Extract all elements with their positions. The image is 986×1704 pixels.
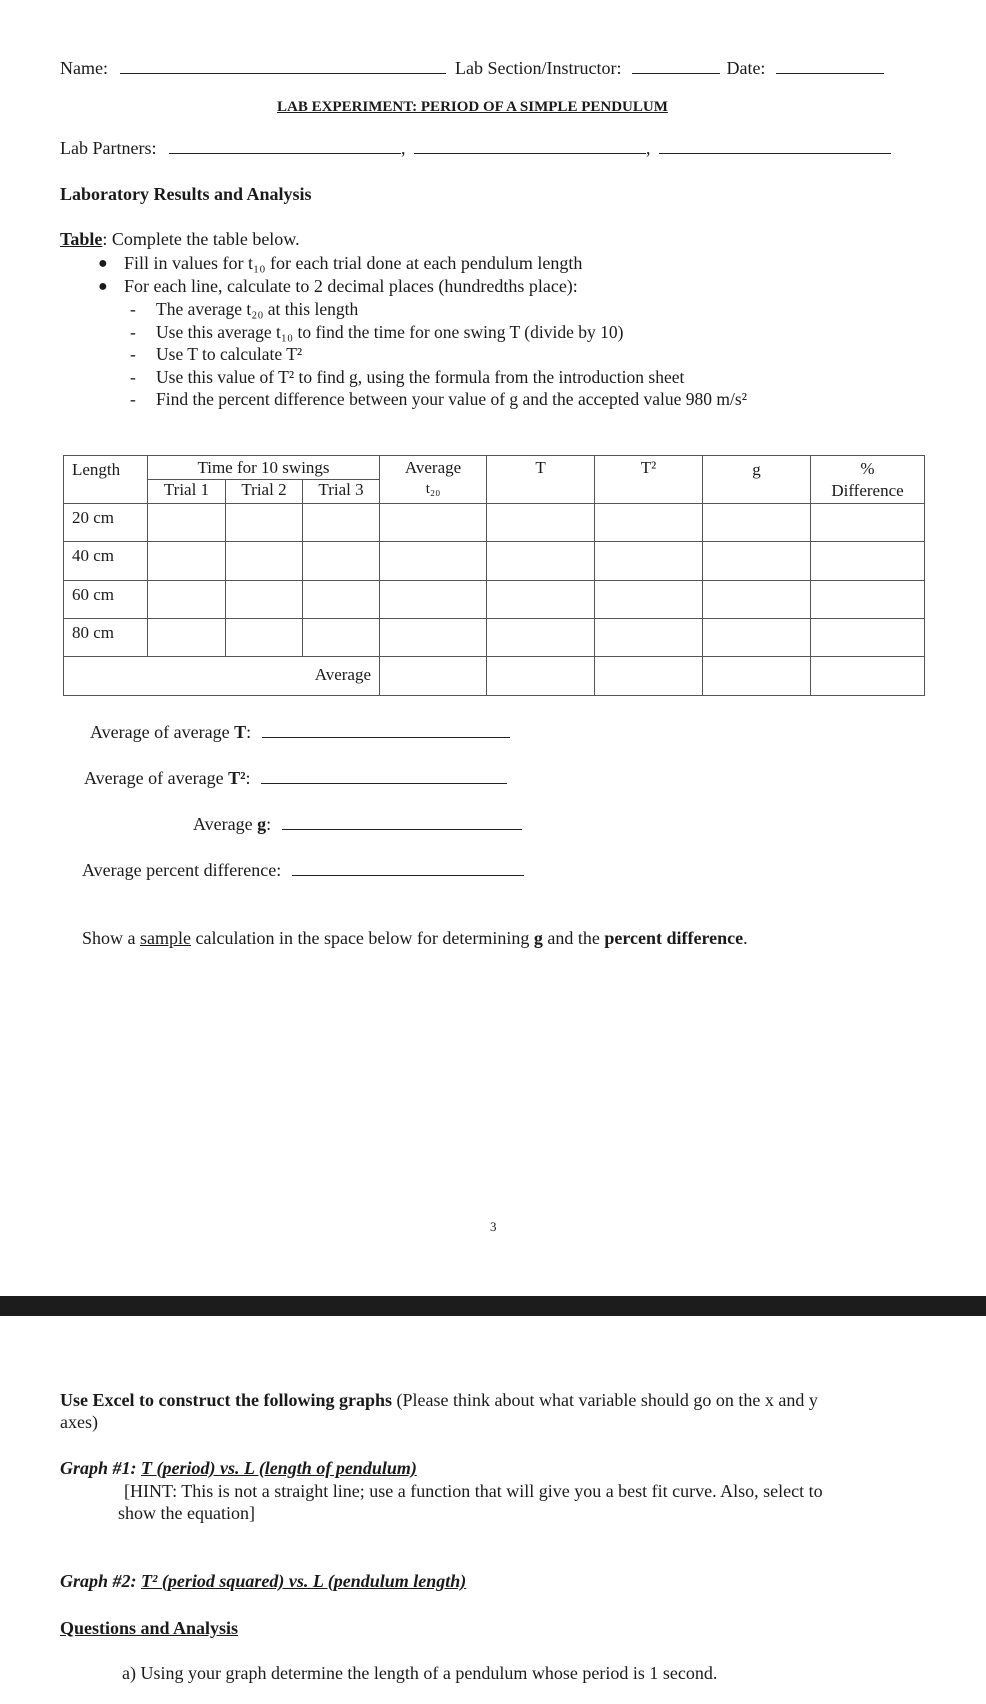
data-cell[interactable] — [226, 542, 303, 580]
data-cell[interactable] — [595, 542, 703, 580]
list-item: - Find the percent difference between your value of g and the accepted value 980 m/s² — [130, 389, 747, 410]
list-item: - The average t₂₀ at this length — [130, 299, 359, 319]
data-cell[interactable] — [703, 618, 811, 656]
list-item: - Use this average t₁₀ to find the time for one swing T (divide by 10) — [130, 321, 624, 342]
length-cell: 80 cm — [64, 618, 148, 656]
name-label: Name: — [60, 58, 108, 78]
header-T: T — [487, 456, 595, 504]
header-pct — [811, 456, 925, 504]
data-cell[interactable] — [148, 580, 226, 618]
data-cell[interactable] — [303, 542, 380, 580]
colon: : — [246, 722, 252, 742]
avg-pct-row — [82, 860, 524, 881]
table-row — [64, 580, 925, 618]
header-trial-3: Trial 3 — [303, 480, 380, 503]
page-number: 3 — [490, 1219, 497, 1234]
data-cell[interactable] — [380, 542, 487, 580]
avg-T-row — [90, 722, 510, 743]
list-item: ● Fill in values for t₁₀ for each trial done at each pendulum length — [98, 253, 583, 273]
partners-label: Lab Partners: — [60, 138, 157, 158]
data-cell[interactable] — [595, 503, 703, 541]
graphs-intro-rest: (Please think about what variable should go on the x and y — [391, 1390, 818, 1410]
avg-T2-label: Average of average — [84, 768, 229, 788]
header-g: g — [703, 456, 811, 504]
graph-1-title: T (period) vs. L (length of pendulum) — [141, 1458, 417, 1478]
page-divider — [0, 1296, 986, 1316]
header-time: Time for 10 swings — [148, 456, 380, 480]
header-trial-1: Trial 1 — [148, 480, 226, 503]
step-list — [130, 298, 747, 411]
graph-1-label: Graph #1: — [60, 1458, 142, 1478]
data-cell[interactable] — [487, 618, 595, 656]
data-cell[interactable] — [380, 503, 487, 541]
questions-heading: Questions and Analysis — [60, 1618, 239, 1638]
results-table — [63, 455, 925, 696]
header-pct-symbol: % — [860, 459, 875, 478]
data-cell[interactable] — [703, 503, 811, 541]
average-row-label: Average — [64, 657, 380, 696]
data-cell[interactable] — [595, 580, 703, 618]
header-pct-label: Difference — [831, 481, 904, 500]
avg-g-row — [193, 814, 522, 835]
name-row — [60, 58, 884, 79]
table-label: Table — [60, 229, 103, 249]
sample-text: . — [743, 928, 748, 948]
graph-2-label: Graph #2: — [60, 1571, 142, 1591]
question-a: a) Using your graph determine the length of a pendulum whose period is 1 second. — [122, 1663, 718, 1683]
partner-field-2[interactable] — [414, 152, 646, 154]
sample-text: Show a — [82, 928, 140, 948]
graph-2-title: T² (period squared) vs. L (pendulum length) — [141, 1571, 467, 1591]
header-T2: T² — [595, 456, 703, 504]
data-cell[interactable] — [226, 503, 303, 541]
section-label: Lab Section/Instructor: — [454, 58, 622, 78]
bullet-list — [98, 252, 583, 298]
avg-T2-var: T² — [228, 768, 246, 788]
data-cell[interactable] — [380, 618, 487, 656]
colon: : — [266, 814, 272, 834]
data-cell[interactable] — [148, 618, 226, 656]
name-field[interactable] — [120, 72, 446, 74]
avg-T2-field[interactable] — [261, 782, 507, 784]
avg-g-label: Average — [193, 814, 258, 834]
avg-g-var: g — [257, 814, 267, 834]
partner-field-1[interactable] — [169, 152, 401, 154]
partners-row — [60, 138, 891, 159]
data-cell[interactable] — [703, 580, 811, 618]
data-cell[interactable] — [380, 657, 487, 696]
header-average-label: Average — [404, 458, 462, 477]
data-cell[interactable] — [487, 657, 595, 696]
graphs-intro — [60, 1390, 818, 1411]
data-cell[interactable] — [380, 580, 487, 618]
data-cell[interactable] — [148, 542, 226, 580]
results-heading: Laboratory Results and Analysis — [60, 184, 312, 204]
graphs-intro-bold: Use Excel to construct the following graphs — [60, 1390, 392, 1410]
data-cell[interactable] — [811, 542, 925, 580]
graph-1 — [60, 1458, 417, 1479]
graph-1-hint-1: [HINT: This is not a straight line; use a function that will give you a best fit curve. Also, select to — [124, 1481, 823, 1501]
avg-g-field[interactable] — [282, 828, 522, 830]
data-cell[interactable] — [811, 618, 925, 656]
sample-text: and the — [542, 928, 605, 948]
data-cell[interactable] — [811, 657, 925, 696]
section-field[interactable] — [632, 72, 720, 74]
sample-g: g — [533, 928, 543, 948]
data-cell[interactable] — [811, 580, 925, 618]
header-average-sub: t₂₀ — [425, 481, 441, 497]
table-row — [64, 618, 925, 656]
header-average — [380, 456, 487, 504]
date-label: Date: — [726, 58, 766, 78]
length-cell: 60 cm — [64, 580, 148, 618]
graph-2 — [60, 1571, 466, 1592]
header-length: Length — [64, 456, 148, 504]
avg-pct-label: Average percent difference: — [82, 860, 282, 880]
page-title: LAB EXPERIMENT: PERIOD OF A SIMPLE PENDULUM — [277, 99, 668, 115]
sample-text: calculation in the space below for determining — [191, 928, 534, 948]
avg-T-field[interactable] — [262, 736, 510, 738]
data-cell[interactable] — [226, 618, 303, 656]
comma-1: , — [400, 138, 406, 158]
avg-T2-row — [84, 768, 507, 789]
data-cell[interactable] — [595, 618, 703, 656]
graphs-intro-line2: axes) — [60, 1412, 98, 1432]
list-item: - Use this value of T² to find g, using the formula from the introduction sheet — [130, 366, 685, 387]
table-header-row — [64, 456, 925, 480]
data-cell[interactable] — [487, 503, 595, 541]
table-row — [64, 503, 925, 541]
data-cell[interactable] — [303, 618, 380, 656]
data-cell[interactable] — [148, 503, 226, 541]
data-cell[interactable] — [703, 657, 811, 696]
data-cell[interactable] — [487, 580, 595, 618]
sample-instruction — [82, 928, 748, 949]
avg-T-var: T — [234, 722, 247, 742]
sample-pct: percent difference — [604, 928, 744, 948]
table-instructions — [60, 229, 300, 250]
date-field[interactable] — [776, 72, 884, 74]
comma-2: , — [645, 138, 651, 158]
data-cell[interactable] — [811, 503, 925, 541]
avg-pct-field[interactable] — [292, 874, 524, 876]
sample-word: sample — [140, 928, 191, 948]
data-cell[interactable] — [703, 542, 811, 580]
length-cell: 40 cm — [64, 542, 148, 580]
data-cell[interactable] — [487, 542, 595, 580]
list-item: ● For each line, calculate to 2 decimal places (hundredths place): — [98, 276, 578, 296]
colon: : — [245, 768, 251, 788]
data-cell[interactable] — [303, 580, 380, 618]
data-cell[interactable] — [595, 657, 703, 696]
header-trial-2: Trial 2 — [226, 480, 303, 503]
table-average-row — [64, 657, 925, 696]
table-row — [64, 542, 925, 580]
data-cell[interactable] — [303, 503, 380, 541]
list-item: - Use T to calculate T² — [130, 344, 303, 365]
partner-field-3[interactable] — [659, 152, 891, 154]
data-cell[interactable] — [226, 580, 303, 618]
length-cell: 20 cm — [64, 503, 148, 541]
table-intro: : Complete the table below. — [102, 229, 300, 249]
graph-1-hint-2: show the equation] — [118, 1503, 255, 1523]
avg-T-label: Average of average — [90, 722, 235, 742]
